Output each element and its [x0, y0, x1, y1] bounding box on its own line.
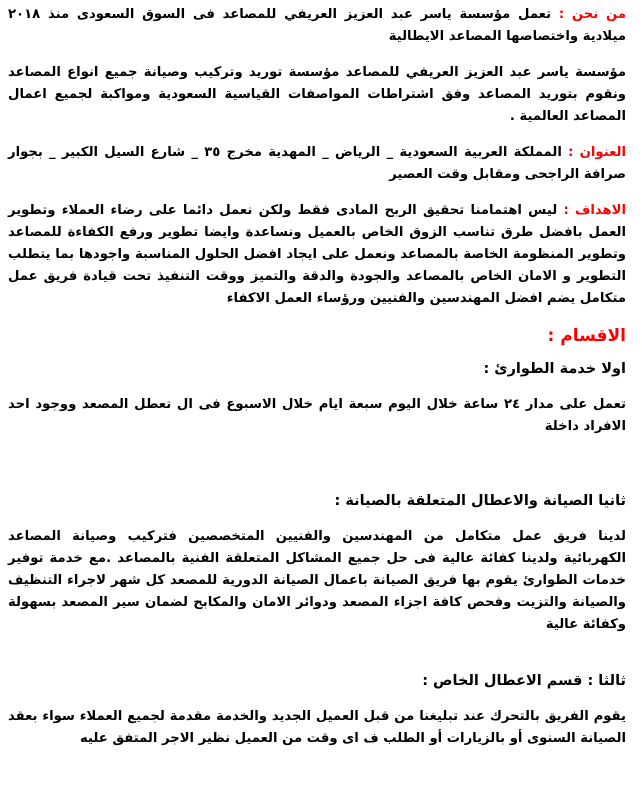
intro-text: تعمل مؤسسة ياسر عبد العزيز العريفي للمصاعد فى السوق السعودى منذ ٢٠١٨ ميلادية واختصاصها المصاعد الايطالية	[8, 7, 626, 44]
goals-label: الاهداف :	[563, 203, 626, 218]
address-text: المملكة العربية السعودية _ الرياض _ المهدية مخرج ٣٥ _ شارع السيل الكبير _ بجوار صرافة الراجحى ومقابل وقت العصير	[8, 145, 626, 182]
goals-paragraph	[8, 200, 626, 310]
about-paragraph: مؤسسة ياسر عبد العزيز العريفي للمصاعد مؤسسة توريد وتركيب وصيانة جميع انواع المصاعد ونقوم بتوريد المصاعد وفق اشتراطات المواصفات القياسية السعودية ومواكبة لجميع اعمال المصاعد العالمية .	[8, 65, 626, 124]
spacer	[8, 186, 626, 200]
breakdowns-section-title: ثالثا : قسم الاعطال الخاص :	[422, 673, 626, 689]
spacer	[8, 380, 626, 394]
spacer	[8, 310, 626, 324]
address-label: العنوان :	[568, 145, 626, 160]
spacer	[8, 438, 626, 490]
spacer	[8, 512, 626, 526]
maintenance-paragraph: لدينا فريق عمل متكامل من المهندسين والفنيين المتخصصين فتركيب وصيانة المصاعد الكهربائية ولدينا كفائة عالية فى حل جميع المشاكل المتعلقة الفنية بالمصاعد .مع خدمة توفير خدمات الطوارئ يقوم بها فريق الصيانة باعمال الصيانة الدورية للمصعد كل شهر لاجراء التنظيف والصيانة والتزيت وفحص كافة اجزاء المصعد ودوائر الامان والمكابح لضمان سير المصعد بسهولة وكفائة عالية	[8, 529, 626, 632]
emergency-paragraph: تعمل على مدار ٢٤ ساعة خلال اليوم سبعة ايام خلال الاسبوع فى ال تعطل المصعد ووجود احد الافراد داخلة	[8, 397, 626, 434]
breakdowns-paragraph: يقوم الفريق بالتحرك عند تبليغنا من قبل العميل الجديد والخدمة مقدمة لجميع العملاء سواء بعقد الصيانة السنوى أو بالزيارات أو الطلب ف اى وقت من العميل نظير الاجر المتفق عليه	[8, 709, 626, 746]
spacer	[8, 48, 626, 62]
address-paragraph	[8, 142, 626, 186]
intro-label: من نحن :	[558, 7, 627, 22]
goals-text: ليس اهتمامنا تحقيق الربح المادى فقط ولكن نعمل دائما على رضاء العملاء وتطوير العمل بافضل طرق تناسب الزوق الخاص بالعميل ونساعدة وايضا تطوير ورفع الكفاءة للمصاعد وتطوير المنظومة الخاصة بالمصاعد ونعمل على ايجاد افضل الحلول المناسبة واجودها بما يتطلب التطوير و الامان الخاص بالمصاعد والجودة والدقة والتميز ووقت التنفيذ تحت قيادة فريق عمل متكامل يضم افضل المهندسين والفنيين ورؤساء العمل الاكفاء	[8, 203, 626, 306]
spacer	[8, 348, 626, 358]
departments-heading: الاقسام :	[547, 326, 626, 346]
spacer	[8, 636, 626, 670]
spacer	[8, 692, 626, 706]
spacer	[8, 128, 626, 142]
maintenance-section-title: ثانيا الصيانة والاعطال المتعلقة بالصيانة :	[334, 493, 626, 509]
emergency-section-title: اولا خدمة الطوارئ :	[483, 361, 626, 377]
intro-paragraph	[8, 4, 626, 48]
